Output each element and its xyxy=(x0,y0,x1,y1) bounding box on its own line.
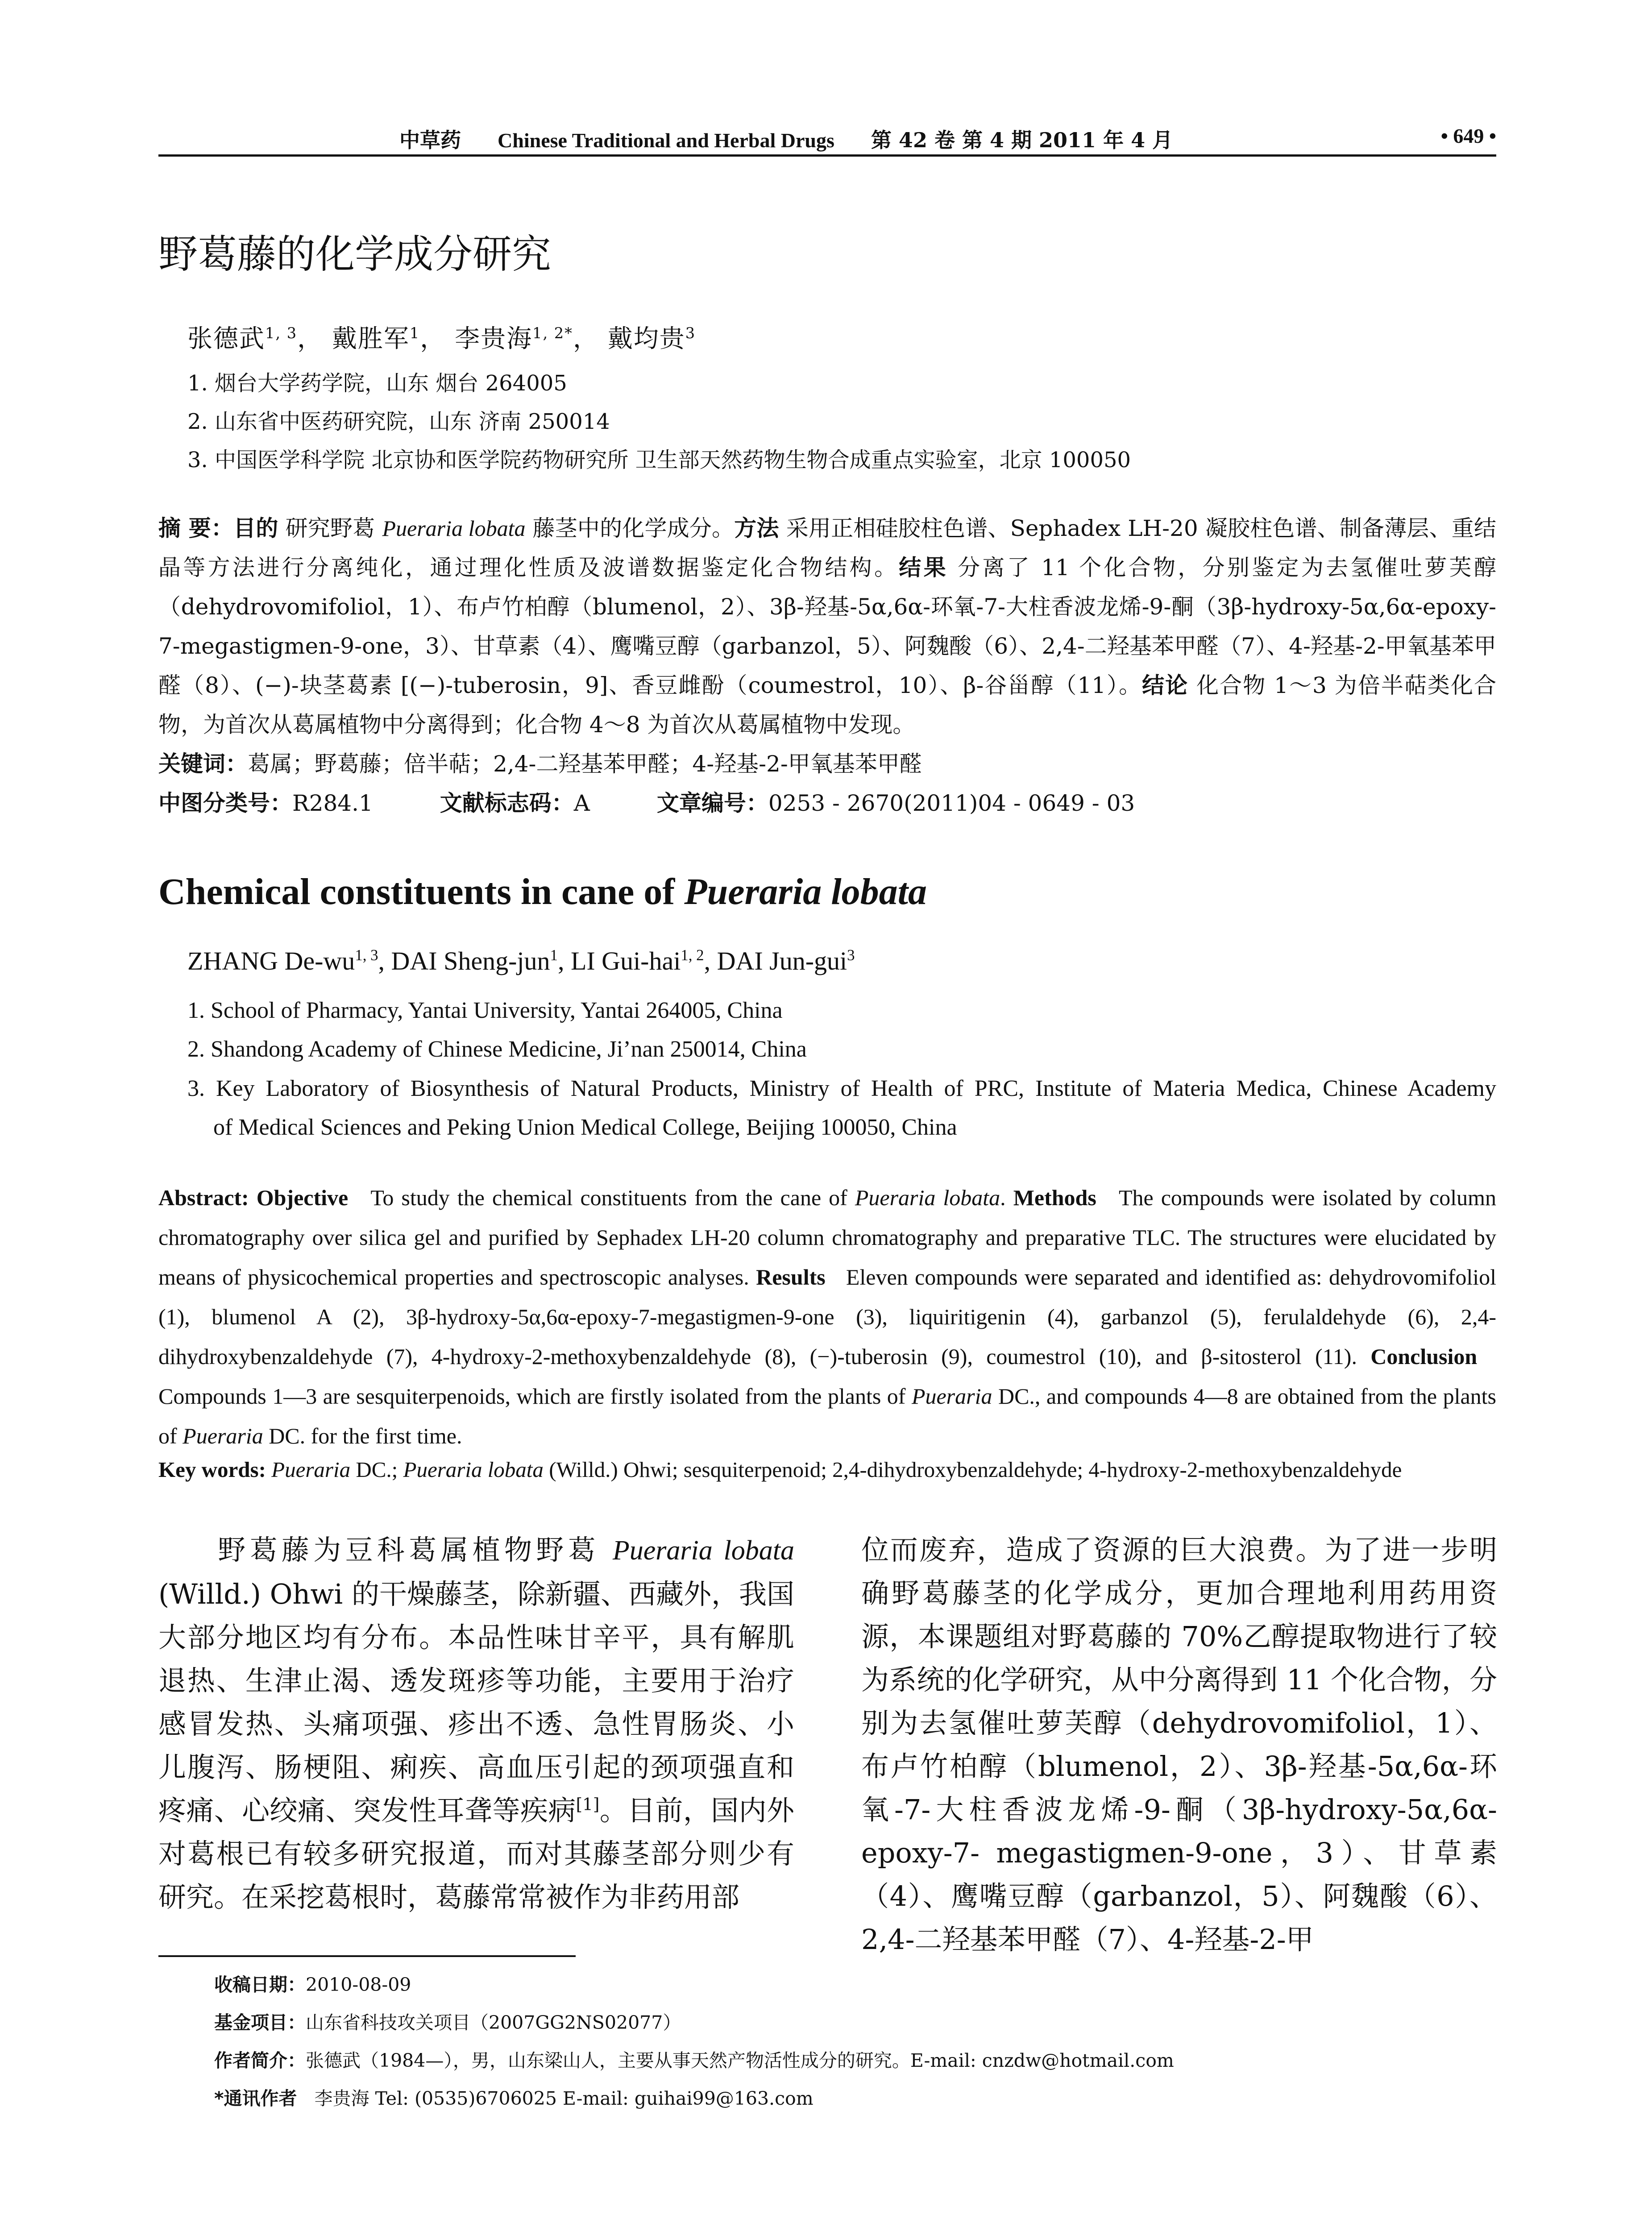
keywords-en xyxy=(158,1457,1402,1482)
journal-name-cn: 中草药 xyxy=(399,128,461,152)
author-affil-sup: 3 xyxy=(847,946,855,964)
fund-label: 基金项目： xyxy=(214,2012,306,2033)
bio-label: 作者简介： xyxy=(214,2050,306,2071)
title-en-text: Chemical constituents in cane of xyxy=(158,871,685,912)
affiliation-cn-1: 1. 烟台大学药学院，山东 烟台 264005 xyxy=(187,371,567,396)
footnote-rule xyxy=(158,1955,576,1957)
author-en: ZHANG De-wu xyxy=(187,946,355,975)
objective-text-en: . xyxy=(1000,1185,1006,1210)
results-label: 结果 xyxy=(899,555,948,581)
objective-text-en: To study the chemical constituents from the cane of xyxy=(370,1185,855,1210)
keywords-cn: 葛属；野葛藤；倍半萜；2,4-二羟基苯甲醛；4-羟基-2-甲氧基苯甲醛 xyxy=(248,751,922,777)
citation-ref: [1] xyxy=(576,1794,600,1814)
body-column-right: 位而废弃，造成了资源的巨大浪费。为了进一步明确野葛藤茎的化学成分，更加合理地利用药用资源，本课题组对野葛藤的 70%乙醇提取物进行了较为系统的化学研究，从中分离得到 11 个化合物，分别为去氢催吐萝芙醇（dehydrovomifoliol，1）、布卢竹柏醇（blumenol，2）、3β-羟基-5α,6α-环氧-7-大柱香波龙烯-9-酮（3β-hydroxy-5α,6α-epoxy-7- megastigmen-9-one，3）、甘草素（4）、鹰嘴豆醇（garbanzol，5）、阿魏酸（6）、2,4-二羟基苯甲醛（7）、4-羟基-2-甲 xyxy=(861,1534,1497,1956)
journal-name-en: Chinese Traditional and Herbal Drugs xyxy=(498,129,834,152)
author-sep: ， xyxy=(420,324,446,353)
footnote-corresponding xyxy=(214,2084,814,2110)
received-label: 收稿日期： xyxy=(214,1974,306,1995)
author-cn: 戴均贵 xyxy=(607,324,685,353)
results-label-en: Results xyxy=(756,1265,826,1290)
footnote-fund xyxy=(214,2008,681,2034)
abstract-label: 摘 要： xyxy=(158,515,234,541)
author-cn: 李贵海 xyxy=(455,324,533,353)
article-number-value: 0253 - 2670(2011)04 - 0649 - 03 xyxy=(768,790,1135,816)
results-text: 分离了 11 个化合物，分别鉴定为去氢催吐萝芙醇（dehydrovomifoliol，1）、布卢竹柏醇（blumenol，2）、3β-羟基-5α,6α-环氧-7-大柱香波龙烯-9-酮（3β-hydroxy-5α,6α-epoxy-7-megastigmen-9-one，3）、甘草素（4）、鹰嘴豆醇（garbanzol，5）、阿魏酸（6）、2,4-二羟基苯甲醛（7）、4-羟基-2-甲氧基苯甲醛（8）、(−)-块茎葛素 [(−)-tuberosin，9]、香豆雌酚（coumestrol，10）、β-谷甾醇（11）。 xyxy=(158,555,1496,698)
keywords-label-en: Key words: xyxy=(158,1457,266,1482)
doccode-label: 文献标志码： xyxy=(440,790,574,816)
received-date: 2010-08-09 xyxy=(306,1974,411,1995)
objective-text: 藤茎中的化学成分。 xyxy=(525,515,735,541)
corr-label: *通讯作者 xyxy=(214,2088,297,2109)
conclusion-text: 化合物 1～3 为倍半萜类化合物，为首次从葛属植物中分离得到；化合物 4～8 为首次从葛属植物中发现。 xyxy=(158,672,1496,738)
latin-name: Pueraria xyxy=(911,1384,992,1409)
keywords-text-en: DC.; xyxy=(350,1457,403,1482)
latin-name: Pueraria lobata xyxy=(403,1457,544,1482)
author-sep: ， xyxy=(573,324,599,353)
author-en: DAI Sheng-jun xyxy=(391,946,550,975)
journal-line xyxy=(399,124,1173,153)
author-affil-sup: 1, 3 xyxy=(355,946,378,964)
author-sep: , xyxy=(378,946,391,975)
methods-text: 采用正相硅胶柱色谱、Sephadex LH-20 凝胶柱色谱、制备薄层、重结晶等方法进行分离纯化，通过理化性质及波谱数据鉴定化合物结构。 xyxy=(158,515,1496,581)
article-number-label: 文章编号： xyxy=(656,790,768,816)
conclusion-text-en: DC., and compounds 4—8 are obtained from the plants of xyxy=(158,1384,1496,1448)
latin-name: Pueraria lobata xyxy=(855,1185,1000,1210)
title-cn: 野葛藤的化学成分研究 xyxy=(158,231,552,277)
running-header xyxy=(158,120,1496,155)
affiliation-cn-2: 2. 山东省中医药研究院，山东 济南 250014 xyxy=(187,409,610,434)
fund-text: 山东省科技攻关项目（2007GG2NS02077） xyxy=(306,2012,681,2033)
objective-label: 目的 xyxy=(233,515,278,541)
keywords-label-cn: 关键词： xyxy=(158,751,248,777)
author-cn: 戴胜军 xyxy=(332,324,410,353)
conclusion-text-en: Compounds 1—3 are sesquiterpenoids, which are firstly isolated from the plants of xyxy=(158,1384,912,1409)
affiliation-en-3: 3. Key Laboratory of Biosynthesis of Natural Products, Ministry of Health of PRC, Institute of Materia Medica, Chinese Academy xyxy=(187,1076,1496,1101)
author-affil-sup: 1 xyxy=(550,946,558,964)
objective-text: 研究野葛 xyxy=(285,515,382,541)
results-text-en: Eleven compounds were separated and identified as: dehydrovomifoliol (1), blumenol A (2), 3β-hydroxy-5α,6α-epoxy-7-megastigmen-9-one (3), liquiritigenin (4), garbanzol (5), ferulaldehyde (6), 2,4-dihydroxybenzaldehyde (7), 4-hydroxy-2-methoxybenzaldehyde (8), (−)-tuberosin (9), coumestrol (10), and β-sitosterol (11). xyxy=(158,1265,1497,1369)
affiliation-en-3-cont: of Medical Sciences and Peking Union Medical College, Beijing 100050, China xyxy=(213,1115,957,1140)
author-en: LI Gui-hai xyxy=(570,946,681,975)
footnote-received xyxy=(214,1970,411,1996)
affiliation-en-1: 1. School of Pharmacy, Yantai University, Yantai 264005, China xyxy=(187,998,783,1023)
corr-text: 李贵海 Tel: (0535)6706025 E-mail: guihai99@163.com xyxy=(314,2088,814,2109)
author-en: DAI Jun-gui xyxy=(717,946,847,975)
clc-label: 中图分类号： xyxy=(158,790,292,816)
abstract-en-label: Abstract: Objective xyxy=(158,1185,349,1210)
abstract-en xyxy=(158,1178,1496,1456)
title-en xyxy=(158,870,927,913)
body-text: (Willd.) Ohwi 的干燥藤茎，除新疆、西藏外，我国大部分地区均有分布。本品性味甘辛平，具有解肌退热、生津止渴、透发斑疹等功能，主要用于治疗感冒发热、头痛项强、疹出不透、急性胃肠炎、小儿腹泻、肠梗阻、痢疾、高血压引起的颈项强直和疼痛、心绞痛、突发性耳聋等疾病 xyxy=(158,1578,794,1827)
conclusion-text-en: DC. for the first time. xyxy=(263,1423,462,1448)
title-en-latin: Pueraria lobata xyxy=(684,871,927,912)
doccode-value: A xyxy=(573,790,590,816)
body-column-left xyxy=(158,1528,794,1919)
bio-text: 张德武（1984—），男，山东梁山人，主要从事天然产物活性成分的研究。E-mail: cnzdw@hotmail.com xyxy=(306,2050,1174,2071)
authors-cn xyxy=(187,319,696,355)
issue-info: 第 42 卷 第 4 期 2011 年 4 月 xyxy=(871,128,1173,152)
header-rule xyxy=(158,154,1496,157)
author-affil-sup: 1, 3 xyxy=(265,324,298,342)
author-sep: , xyxy=(704,946,717,975)
author-affil-sup: 1 xyxy=(409,324,420,342)
affiliation-cn-3: 3. 中国医学科学院 北京协和医学院药物研究所 卫生部天然药物生物合成重点实验室，北京 100050 xyxy=(187,448,1131,473)
body-text: 。目前，国内外对葛根已有较多研究报道，而对其藤茎部分则少有研究。在采挖葛根时，葛藤常常被作为非药用部 xyxy=(158,1794,794,1913)
conclusion-label-en: Conclusion xyxy=(1370,1344,1478,1369)
page-number: • 649 • xyxy=(1440,124,1496,147)
methods-text-en: The compounds were isolated by column chromatography over silica gel and purified by Sephadex LH-20 column chromatography and preparative TLC. The structures were elucidated by means of physicochemical properties and spectroscopic analyses. xyxy=(158,1185,1496,1290)
latin-name: Pueraria xyxy=(271,1457,351,1482)
author-affil-sup: 3 xyxy=(685,324,696,342)
author-sep: , xyxy=(557,946,571,975)
latin-name: Pueraria lobata xyxy=(382,516,526,541)
methods-label: 方法 xyxy=(734,515,779,541)
abstract-cn xyxy=(158,509,1496,823)
author-affil-sup: 1, 2 xyxy=(681,946,704,964)
affiliation-en-2: 2. Shandong Academy of Chinese Medicine, Ji’nan 250014, China xyxy=(187,1037,807,1062)
clc-value: R284.1 xyxy=(292,790,373,816)
footnote-author-bio xyxy=(214,2046,1174,2072)
author-cn: 张德武 xyxy=(187,324,265,353)
author-affil-sup: 1, 2* xyxy=(532,324,573,342)
authors-en xyxy=(187,946,855,976)
author-sep: ， xyxy=(297,324,324,353)
latin-name: Pueraria xyxy=(183,1423,263,1448)
conclusion-label: 结论 xyxy=(1142,672,1189,698)
body-text: 野葛藤为豆科葛属植物野葛 xyxy=(214,1534,613,1566)
latin-name: Pueraria lobata xyxy=(612,1535,794,1566)
methods-label-en: Methods xyxy=(1013,1185,1096,1210)
keywords-text-en: (Willd.) Ohwi; sesquiterpenoid; 2,4-dihydroxybenzaldehyde; 4-hydroxy-2-methoxybenzaldehyde xyxy=(543,1457,1402,1482)
